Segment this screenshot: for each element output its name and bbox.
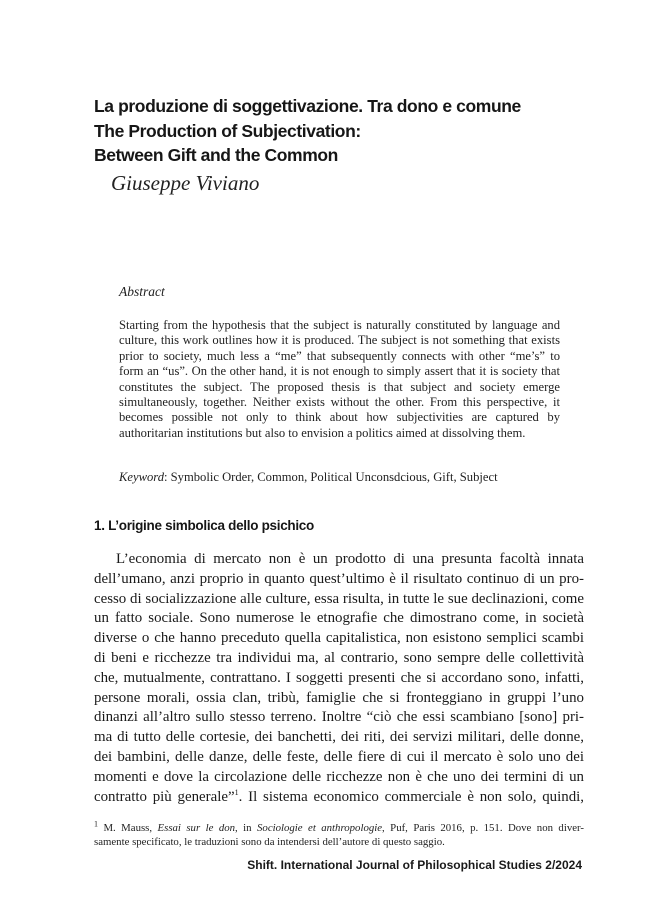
english-title-line-2: Between Gift and the Common [94, 145, 338, 165]
body-line: cesso di socializzazione alle culture, essa risulta, in tutte le sue declinazioni, come [94, 590, 584, 607]
body-line: ma di tutto delle cortesie, dei banchetti, dei riti, dei servizi militari, delle donne, [94, 729, 584, 746]
article-title-block [94, 94, 574, 196]
footnote-book-title: Sociologie et anthropologie [257, 822, 383, 834]
keywords-line [119, 469, 569, 485]
body-line: diverse o che hanno preceduto quella capitalistica, non esistono semplici scambi [94, 630, 584, 647]
footnote [94, 821, 584, 849]
body-line: di beni e ricchezze tra individui ma, al contrario, sono sempre delle collettività [94, 649, 584, 666]
body-line: dell’umano, anzi proprio in quanto quest’ultimo è il risultato continuo di un pro- [94, 570, 584, 587]
body-paragraph [94, 550, 584, 807]
keywords-list: : Symbolic Order, Common, Political Unconsdcious, Gift, Subject [164, 470, 498, 484]
abstract-text: Starting from the hypothesis that the subject is naturally constituted by language and culture, this work outlines how it is produced. The subject is not something that exists prior to society, much less a “me” that subsequently connects with other “me’s” to form an “us”. On the other hand, it is not enough to simply assert that it is society that constitutes the subject. The proposed thesis is that subject and society emerge simultaneously, together. Neither exists without the other. From this perspective, it becomes possible not only to think about how subjectivities are captured by authoritarian institutions but also to envision a politics aimed at dissolving them. [119, 318, 560, 440]
abstract-heading: Abstract [119, 284, 165, 299]
sentence-continuation: . Il sistema economico commerciale è non solo, quindi, [238, 788, 584, 805]
footnote-line-2: samente specificato, le traduzioni sono da intendersi dell’autore di questo saggio. [94, 836, 445, 848]
body-line: persone morali, ossia clan, tribù, famiglie che si fronteggiano in gruppi l’uno [94, 689, 584, 706]
section-heading: 1. L’origine simbolica dello psichico [94, 518, 314, 533]
footnote-publisher: , Puf, Paris 2016, p. 151. Dove non diver- [382, 822, 584, 834]
footnote-in: , in [235, 822, 258, 834]
author-name: Giuseppe Viviano [111, 170, 260, 195]
body-line: dei bambini, delle danze, delle feste, delle fiere di cui il mercato è solo uno dei [94, 748, 584, 765]
italian-title: La produzione di soggettivazione. Tra dono e comune [94, 96, 521, 116]
keywords-label: Keyword [119, 470, 165, 484]
body-line: L’economia di mercato non è un prodotto di una presunta facoltà innata [116, 551, 584, 567]
footnote-number: 1 [94, 819, 98, 829]
footnote-reference[interactable]: 1 [234, 787, 239, 797]
footnote-author: M. Mauss, [98, 822, 158, 834]
english-title-line-1: The Production of Subjectivation: [94, 120, 361, 141]
footnote-line-1 [94, 821, 584, 835]
body-line: dinanzi all’altro sullo stesso terreno. Inoltre “ciò che essi scambiano [sono] pri- [94, 709, 584, 726]
body-line: momenti e dove la circolazione delle ricchezze non è che uno dei termini di un [94, 768, 584, 785]
body-line: un fatto sociale. Sono numerose le etnografie che dimostrano come, in società [94, 610, 584, 627]
body-line-with-footnote [94, 788, 584, 808]
body-line: che, mutualmente, contrattano. I soggetti presenti che si accordano sono, infatti, [94, 669, 584, 686]
footnote-work-title: Essai sur le don [157, 822, 236, 834]
quote-end: contratto più generale” [94, 788, 235, 805]
journal-footer: Shift. International Journal of Philosophical Studies 2/2024 [247, 858, 582, 872]
